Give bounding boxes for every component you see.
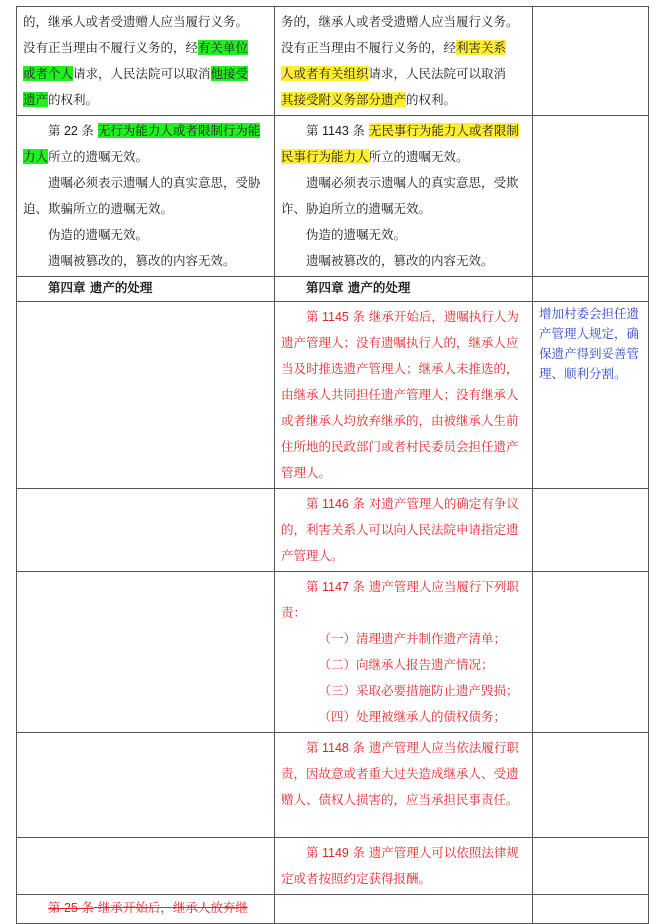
new-law-cell	[275, 572, 533, 733]
article-paragraph: 遗嘱必须表示遗嘱人的真实意思，受胁迫、欺骗所立的遗嘱无效。	[23, 175, 261, 216]
table-row	[17, 302, 649, 489]
new-law-cell	[275, 733, 533, 838]
note-cell	[533, 733, 649, 838]
text-line: 遗产的权利。	[23, 92, 99, 107]
new-law-cell	[275, 116, 533, 277]
article-number: 第 1145 条	[306, 310, 365, 324]
article-paragraph: 第 22 条 无行为能力人或者限制行为能力人所立的遗嘱无效。	[23, 123, 261, 164]
article-paragraph: 遗嘱必须表示遗嘱人的真实意思，受欺诈、胁迫所立的遗嘱无效。	[281, 175, 519, 216]
note-cell	[533, 489, 649, 572]
table-row	[17, 733, 649, 838]
note-cell	[533, 572, 649, 733]
text-line: 人或者有关组织请求，人民法院可以取消	[281, 66, 507, 81]
text-line: 或者个人请求，人民法院可以取消他接受	[23, 66, 249, 81]
article-paragraph: 遗嘱被篡改的，篡改的内容无效。	[48, 253, 236, 268]
yellow-highlight: 无民事行为能力人或者限	[368, 123, 507, 138]
note-cell	[533, 302, 649, 489]
article-number: 第 1147 条	[306, 580, 365, 594]
old-law-cell	[17, 895, 275, 924]
yellow-highlight: 制民事行为能力人	[281, 123, 519, 164]
green-highlight: 他接受	[210, 66, 249, 81]
text-line: 没有正当理由不履行义务的，经有关单位	[23, 40, 249, 55]
article-paragraph: 伪造的遗嘱无效。	[48, 227, 149, 242]
note-cell	[533, 838, 649, 895]
green-highlight: 无行为能力人或者限制行为	[97, 123, 248, 138]
text-line: 没有正当理由不履行义务的，经利害关系	[281, 40, 507, 55]
old-law-cell	[17, 733, 275, 838]
article-paragraph: 第 1143 条 无民事行为能力人或者限制民事行为能力人所立的遗嘱无效。	[281, 123, 519, 164]
duty-list-item: （一）清理遗产并制作遗产清单；	[318, 631, 507, 646]
article-paragraph: 第 1145 条 继承开始后，遗嘱执行人为遗产管理人；没有遗嘱执行人的，继承人应当及时推选遗产管理人；继承人未推选的，由继承人共同担任遗产管理人；没有继承人或者继承人均放弃继承的，由被继承人生前住所地的民政部门或者村民委员会担任遗产管理人。	[281, 309, 519, 480]
table-row	[17, 7, 649, 116]
new-law-cell	[275, 7, 533, 116]
yellow-highlight: 利害关系	[456, 40, 507, 55]
text-line: 务的，继承人或者受遗赠人应当履行义务。	[281, 14, 519, 29]
table-row	[17, 895, 649, 924]
article-number: 第 1143 条	[306, 124, 365, 138]
article-paragraph: 第 1147 条 遗产管理人应当履行下列职责：	[281, 579, 519, 620]
green-highlight: 或者个人	[23, 66, 74, 81]
duty-list-item: （二）向继承人报告遗产情况；	[318, 657, 494, 672]
yellow-highlight: 人或者有关组织	[281, 66, 369, 81]
old-law-cell	[17, 489, 275, 572]
article-paragraph: 第 1146 条 对遗产管理人的确定有争议的，利害关系人可以向人民法院申请指定遗产管理人。	[281, 496, 519, 563]
article-paragraph: 遗嘱被篡改的，篡改的内容无效。	[306, 253, 494, 268]
new-law-cell	[275, 302, 533, 489]
article-paragraph: 伪造的遗嘱无效。	[306, 227, 407, 242]
note-cell	[533, 895, 649, 924]
table-row	[17, 572, 649, 733]
law-comparison-table	[16, 6, 649, 924]
old-law-cell	[17, 277, 275, 302]
old-law-cell	[17, 572, 275, 733]
new-law-cell	[275, 895, 533, 924]
yellow-highlight: 其接受附义务部分遗产	[281, 92, 407, 107]
duty-list-item: （三）采取必要措施防止遗产毁损；	[318, 683, 519, 698]
article-paragraph: 第 1148 条 遗产管理人应当依法履行职责，因故意或者重大过失造成继承人、受遗赠人、债权人损害的，应当承担民事责任。	[281, 740, 519, 807]
duty-list-item: （四）处理被继承人的债权债务；	[318, 709, 507, 724]
old-law-cell	[17, 7, 275, 116]
green-highlight: 有关单位	[198, 40, 249, 55]
table-row	[17, 116, 649, 277]
chapter-heading: 第四章 遗产的处理	[306, 280, 411, 295]
note-cell	[533, 7, 649, 116]
chapter-heading: 第四章 遗产的处理	[48, 280, 153, 295]
new-law-cell	[275, 277, 533, 302]
article-paragraph: 第 1149 条 遗产管理人可以依照法律规定或者按照约定获得报酬。	[281, 845, 519, 886]
new-law-cell	[275, 489, 533, 572]
article-number: 第 1148 条	[306, 741, 365, 755]
new-law-cell	[275, 838, 533, 895]
note-cell	[533, 277, 649, 302]
old-law-cell	[17, 302, 275, 489]
article-number: 第 1149 条	[306, 846, 365, 860]
article-number: 第 1146 条	[306, 497, 365, 511]
change-note: 增加村委会担任遗产管理人规定，确保遗产得到妥善管理、顺利分割。	[539, 306, 640, 381]
table-row	[17, 838, 649, 895]
text-line: 的，继承人或者受遗赠人应当履行义务。	[23, 14, 249, 29]
table-row	[17, 489, 649, 572]
note-cell	[533, 116, 649, 277]
old-law-cell	[17, 838, 275, 895]
table-row	[17, 277, 649, 302]
old-law-cell	[17, 116, 275, 277]
deleted-article: 第 25 条 继承开始后，继承人放弃继	[48, 900, 248, 915]
article-number: 第 25 条	[48, 901, 94, 915]
green-highlight: 能力人	[23, 123, 261, 164]
article-number: 第 22 条	[48, 124, 94, 138]
green-highlight: 遗产	[23, 92, 49, 107]
text-line: 其接受附义务部分遗产的权利。	[281, 92, 457, 107]
